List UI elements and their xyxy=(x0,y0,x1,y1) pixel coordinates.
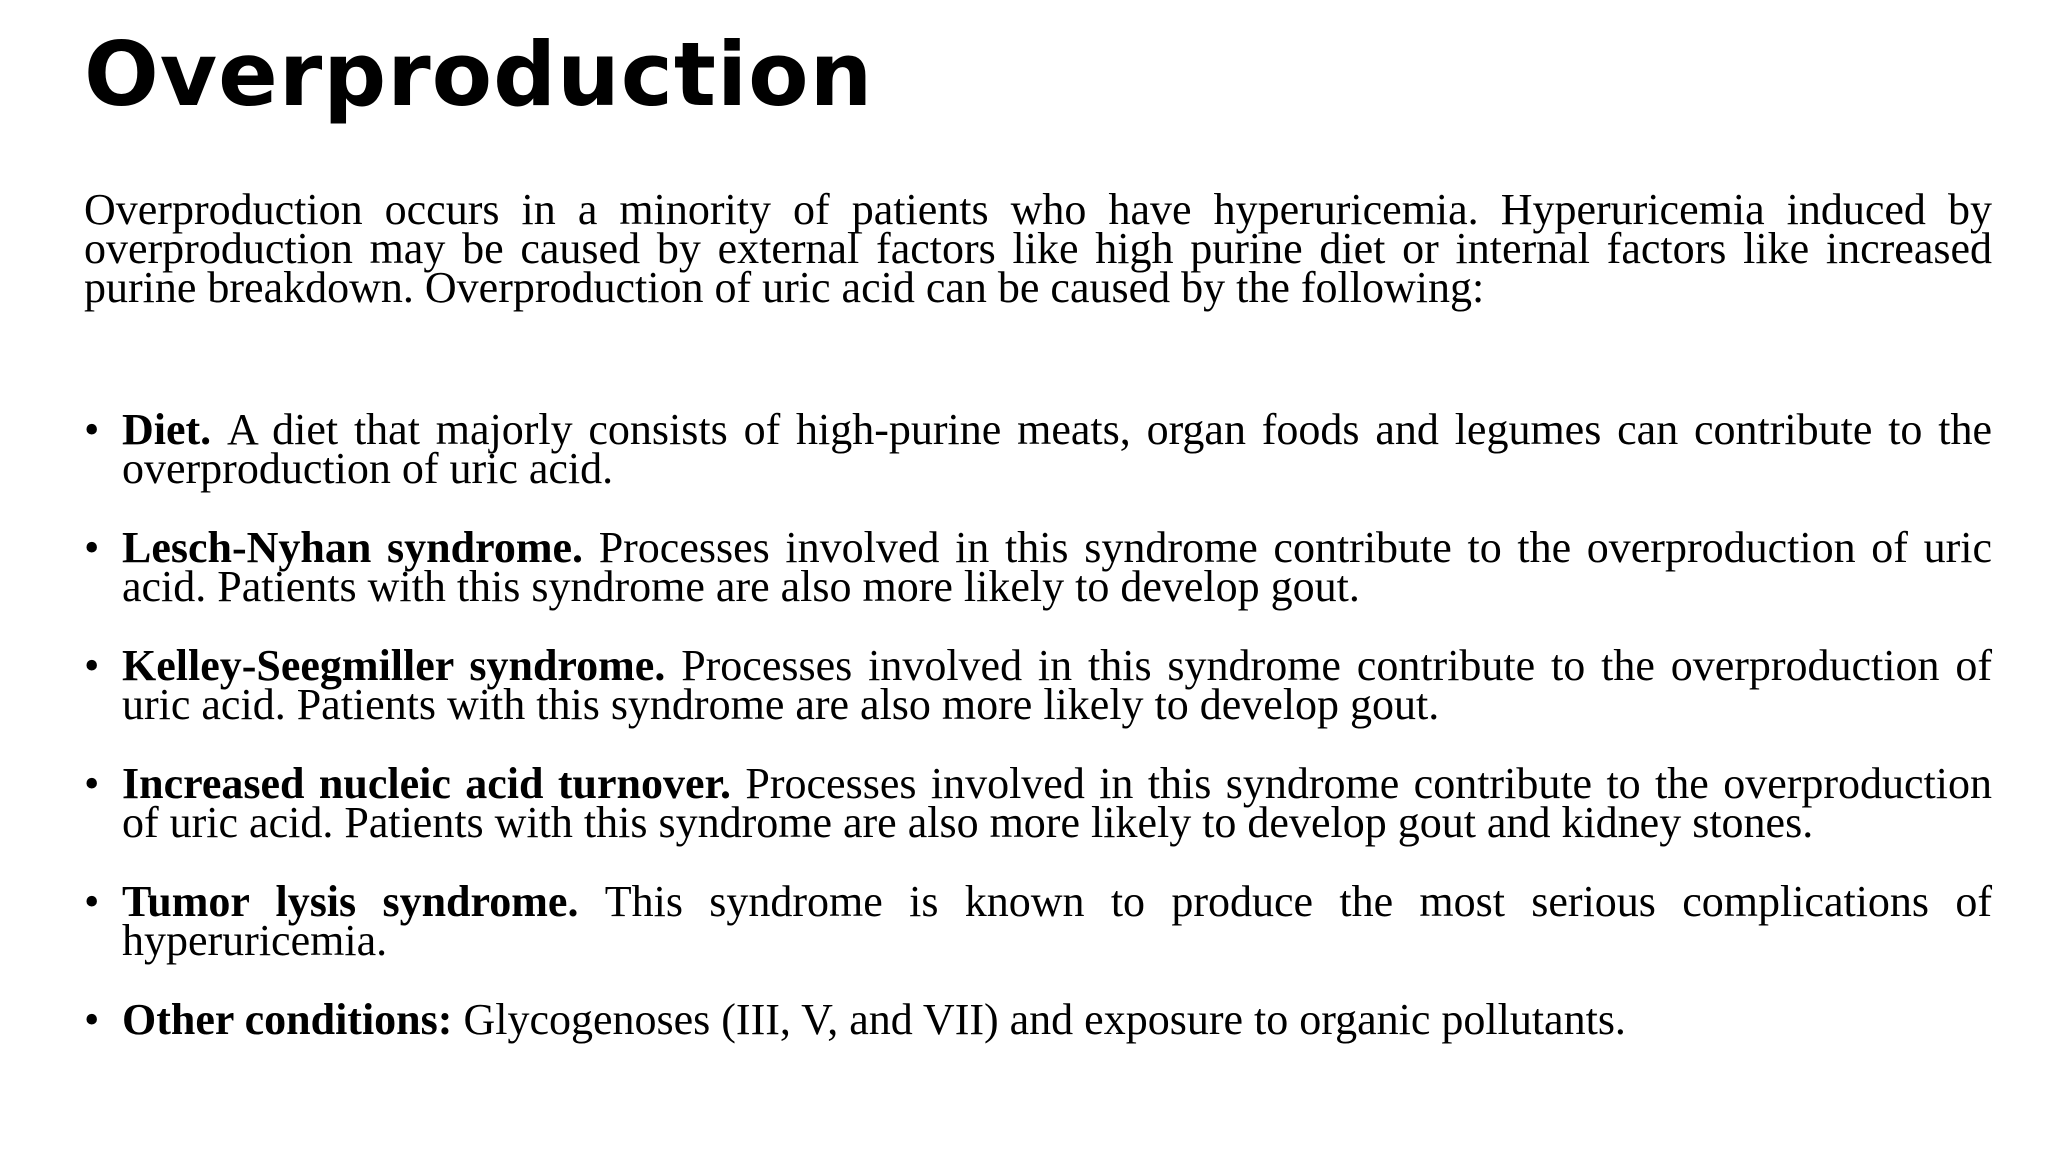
bullet-icon: • xyxy=(84,523,100,572)
list-item-kelley-seegmiller xyxy=(84,641,1993,729)
bullet-term: Kelley-Seegmiller syndrome. xyxy=(122,641,682,690)
bullet-term: Tumor lysis syndrome. xyxy=(122,877,605,926)
bullet-term: Diet. xyxy=(122,405,227,454)
list-item-other-conditions xyxy=(84,995,1992,1044)
list-item-nucleic-acid-turnover xyxy=(84,759,1993,847)
list-item-diet xyxy=(84,405,1992,493)
bullet-list xyxy=(84,405,1993,1079)
bullet-text: Processes involved in this syndrome contribute to the overproduction of uric acid. Patients with this syndrome are also more likely to develop gout and kidney stones. xyxy=(122,759,1993,847)
bullet-icon: • xyxy=(84,877,100,926)
bullet-icon: • xyxy=(84,641,100,690)
list-item-lesch-nyhan xyxy=(84,523,1992,611)
page-title: Overproduction xyxy=(84,23,874,126)
bullet-text: This syndrome is known to produce the most serious complications of hyperuricemia. xyxy=(122,877,1993,965)
bullet-text: Processes involved in this syndrome contribute to the overproduction of uric acid. Patients with this syndrome are also more likely to develop gout. xyxy=(122,641,1993,729)
bullet-text: Glycogenoses (III, V, and VII) and exposure to organic pollutants. xyxy=(463,995,1626,1044)
bullet-text: A diet that majorly consists of high-purine meats, organ foods and legumes can contribute to the overproduction of uric acid. xyxy=(122,405,1992,493)
bullet-icon: • xyxy=(84,995,100,1044)
bullet-icon: • xyxy=(84,759,100,808)
bullet-text: Processes involved in this syndrome contribute to the overproduction of uric acid. Patients with this syndrome are also more likely to develop gout. xyxy=(122,523,1992,611)
bullet-term: Increased nucleic acid turnover. xyxy=(122,759,746,808)
bullet-icon: • xyxy=(84,405,100,454)
list-item-tumor-lysis xyxy=(84,877,1993,965)
bullet-term: Lesch-Nyhan syndrome. xyxy=(122,523,599,572)
intro-paragraph: Overproduction occurs in a minority of patients who have hyperuricemia. Hyperuricemia induced by overproduction may be caused by external factors like high purine diet or internal factors like increased purine breakdown. Overproduction of uric acid can be caused by the following: xyxy=(84,185,1992,312)
bullet-term: Other conditions: xyxy=(122,995,464,1044)
